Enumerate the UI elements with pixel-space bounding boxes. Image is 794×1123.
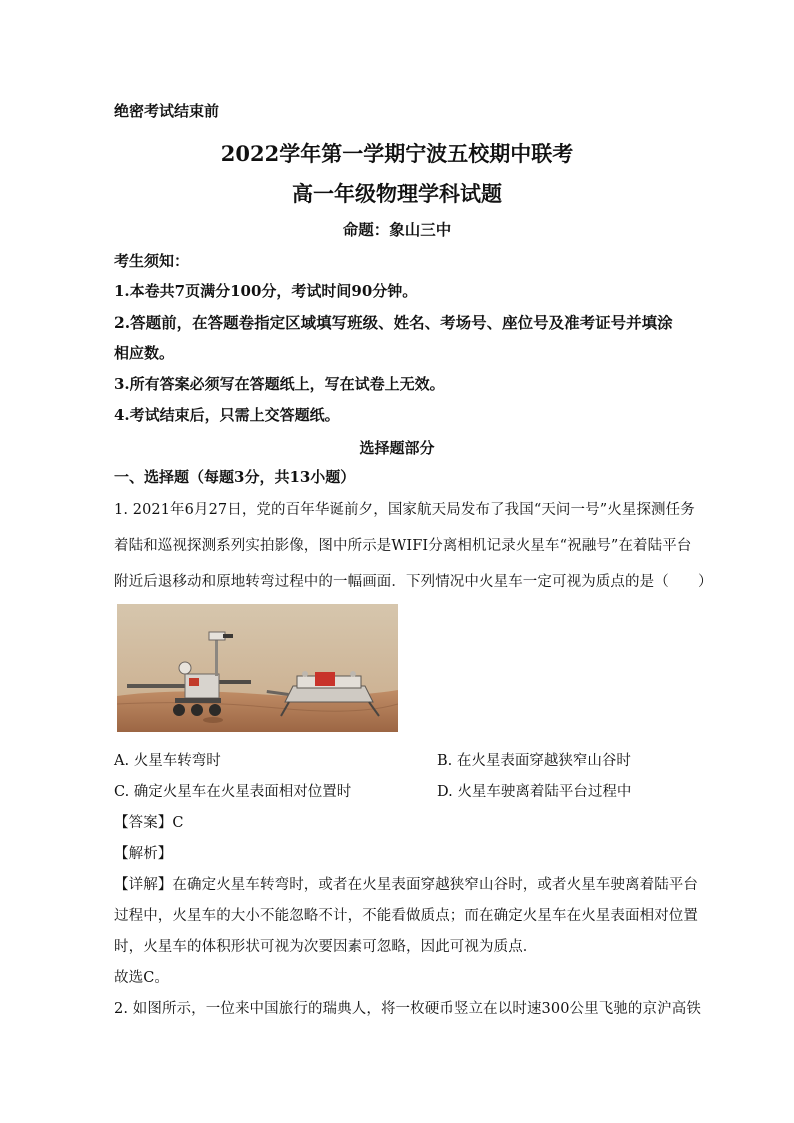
notice-item-3: 3.所有答案必须写在答题纸上，写在试卷上无效。	[114, 375, 445, 393]
confidential-label: 绝密考试结束前	[114, 102, 220, 120]
detail-line-1: 【详解】在确定火星车转弯时，或者在火星表面穿越狭窄山谷时，或者火星车驶离着陆平台	[114, 877, 698, 893]
mars-rover-photo	[117, 604, 398, 732]
exam-title: 2022学年第一学期宁波五校期中联考	[220, 141, 574, 166]
mars-rover-illustration	[117, 604, 398, 732]
choice-a: A. 火星车转弯时	[114, 753, 221, 769]
notice-item-1: 1.本卷共7页满分100分，考试时间90分钟。	[114, 282, 418, 300]
notice-item-2: 2.答题前，在答题卷指定区域填写班级、姓名、考场号、座位号及准考证号并填涂	[114, 313, 673, 332]
question1-line-3: 附近后退移动和原地转弯过程中的一幅画面．下列情况中火星车一定可视为质点的是（ ）	[114, 574, 713, 590]
question1-line-2: 着陆和巡视探测系列实拍影像，图中所示是WIFI分离相机记录火星车“祝融号”在着陆平台	[114, 538, 692, 554]
notice-item-4: 4.考试结束后，只需上交答题纸。	[114, 406, 340, 424]
exam-subtitle: 高一年级物理学科试题	[292, 181, 502, 206]
analysis-label: 【解析】	[114, 846, 173, 862]
choice-d: D. 火星车驶离着陆平台过程中	[437, 784, 632, 800]
question1-line-1: 1. 2021年6月27日，党的百年华诞前夕，国家航天局发布了我国“天问一号”火星探测任务	[114, 502, 695, 518]
exam-author: 命题：象山三中	[342, 220, 452, 239]
question2-line-1: 2. 如图所示，一位来中国旅行的瑞典人，将一枚硬币竖立在以时速300公里飞驰的京沪高铁	[114, 1001, 701, 1017]
notice-heading: 考生须知：	[114, 252, 190, 270]
answer-label: 【答案】C	[114, 815, 184, 831]
detail-line-3: 时，火星车的体积形状可视为次要因素可忽略，因此可视为质点．	[114, 939, 538, 955]
notice-item-2-cont: 相应数。	[114, 344, 175, 362]
section-heading: 一、选择题（每题3分，共13小题）	[114, 468, 356, 486]
section-part-title: 选择题部分	[359, 439, 435, 457]
detail-line-4: 故选C。	[114, 970, 169, 986]
choice-b: B. 在火星表面穿越狭窄山谷时	[437, 753, 631, 769]
choice-c: C. 确定火星车在火星表面相对位置时	[114, 784, 352, 800]
detail-line-2: 过程中，火星车的大小不能忽略不计，不能看做质点；而在确定火星车在火星表面相对位置	[114, 908, 698, 924]
